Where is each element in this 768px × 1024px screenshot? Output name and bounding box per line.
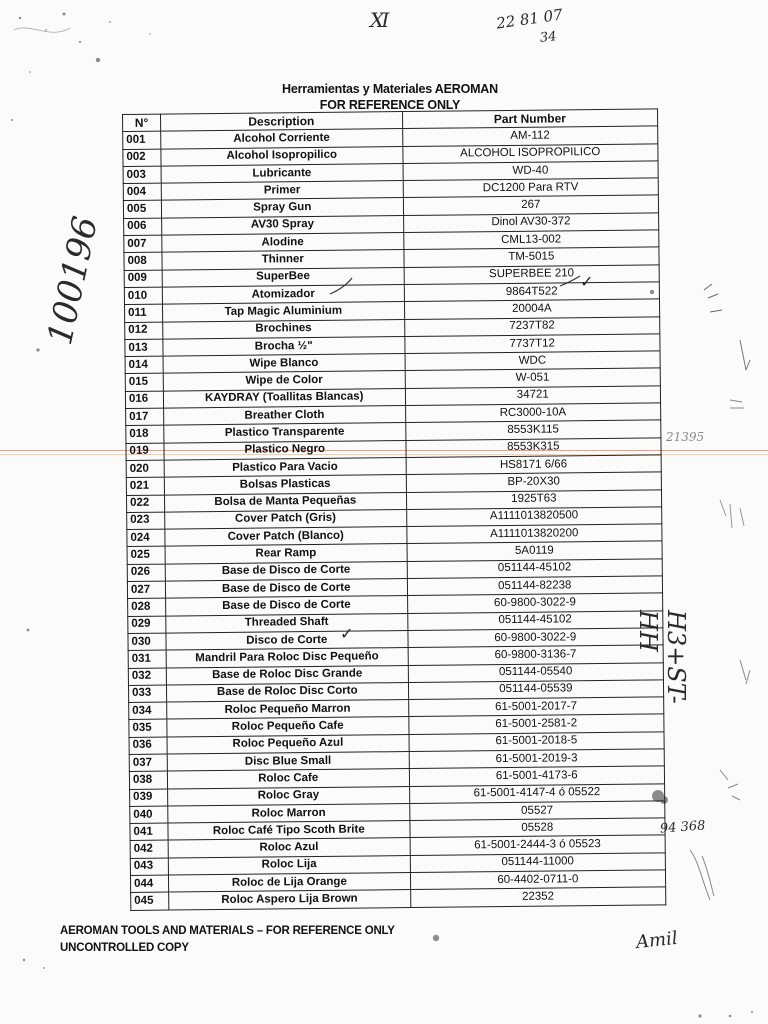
- cell-part-number: 61-5001-2019-3: [409, 749, 665, 769]
- cell-number: 013: [125, 339, 163, 357]
- cell-description: Alcohol Isopropilico: [161, 146, 403, 166]
- cell-number: 041: [130, 823, 168, 841]
- cell-number: 042: [130, 841, 168, 859]
- cell-description: Thinner: [162, 250, 404, 270]
- cell-description: Roloc Aspero Lija Brown: [169, 890, 411, 910]
- cell-number: 012: [125, 322, 163, 340]
- cell-description: Bolsa de Manta Pequeñas: [164, 492, 406, 512]
- cell-number: 018: [126, 425, 164, 443]
- cell-description: Cover Patch (Gris): [165, 509, 407, 529]
- cell-number: 021: [126, 477, 164, 495]
- handwritten-left-number: 100196: [40, 213, 107, 349]
- check-mark-icon: ✓: [580, 272, 594, 291]
- cell-description: Threaded Shaft: [166, 613, 408, 633]
- cell-number: 009: [124, 270, 162, 288]
- cell-description: Mandril Para Roloc Disc Pequeño: [166, 648, 408, 668]
- cell-number: 024: [127, 529, 165, 547]
- cell-description: Spray Gun: [161, 198, 403, 218]
- handwritten-date-sub: 34: [539, 29, 558, 46]
- cell-description: Base de Disco de Corte: [165, 561, 407, 581]
- cell-part-number: SUPERBEE 210: [404, 265, 660, 285]
- cell-description: Roloc Pequeño Cafe: [167, 717, 409, 737]
- cell-part-number: 61-5001-4173-6: [409, 766, 665, 786]
- cell-part-number: ALCOHOL ISOPROPILICO: [402, 143, 658, 163]
- cell-description: Wipe Blanco: [163, 354, 405, 374]
- cell-description: Atomizador: [162, 285, 404, 305]
- cell-part-number: WDC: [405, 351, 661, 371]
- cell-description: Disc Blue Small: [167, 752, 409, 772]
- cell-part-number: 60-9800-3022-9: [408, 628, 664, 648]
- cell-description: Alodine: [162, 233, 404, 253]
- cell-number: 004: [123, 183, 161, 201]
- cell-number: 036: [129, 737, 167, 755]
- cell-number: 023: [127, 512, 165, 530]
- cell-part-number: 60-4402-0711-0: [410, 870, 666, 890]
- cell-part-number: CML13-002: [403, 230, 659, 250]
- handwritten-signature: Amil: [635, 927, 679, 954]
- cell-part-number: 1925T63: [406, 489, 662, 509]
- cell-number: 011: [124, 304, 162, 322]
- cell-part-number: 61-5001-2444-3 ó 05523: [410, 835, 666, 855]
- cell-number: 030: [128, 633, 166, 651]
- handwritten-right-scrawl: 94 368: [659, 818, 706, 837]
- cell-number: 037: [129, 754, 167, 772]
- cell-part-number: 051144-82238: [407, 576, 663, 596]
- cell-part-number: 61-5001-2017-7: [408, 697, 664, 717]
- cell-part-number: 60-9800-3022-9: [407, 593, 663, 613]
- cell-number: 014: [125, 356, 163, 374]
- cell-part-number: DC1200 Para RTV: [403, 178, 659, 198]
- document-subtitle: FOR REFERENCE ONLY: [319, 98, 461, 112]
- cell-description: Base de Roloc Disc Corto: [166, 682, 408, 702]
- cell-part-number: HS8171 6/66: [406, 455, 662, 475]
- cell-description: Base de Roloc Disc Grande: [166, 665, 408, 685]
- cell-number: 006: [124, 218, 162, 236]
- cell-number: 031: [128, 650, 166, 668]
- cell-number: 045: [131, 892, 169, 910]
- cell-part-number: 34721: [405, 386, 661, 406]
- cell-description: Roloc Azul: [168, 838, 410, 858]
- cell-description: AV30 Spray: [162, 215, 404, 235]
- cell-number: 010: [124, 287, 162, 305]
- cell-description: Breather Cloth: [164, 406, 406, 426]
- cell-description: Cover Patch (Blanco): [165, 527, 407, 547]
- cell-description: Lubricante: [161, 163, 403, 183]
- cell-number: 040: [130, 806, 168, 824]
- cell-part-number: WD-40: [403, 161, 659, 181]
- cell-number: 039: [130, 789, 168, 807]
- handwritten-mark-top: Ⅺ: [370, 8, 390, 32]
- cell-part-number: A1111013820200: [406, 524, 662, 544]
- footer-notice: AEROMAN TOOLS AND MATERIALS – FOR REFERENCE ONLY: [60, 925, 395, 937]
- cell-number: 038: [129, 771, 167, 789]
- cell-description: Roloc de Lija Orange: [168, 873, 410, 893]
- cell-number: 007: [124, 235, 162, 253]
- cell-number: 020: [126, 460, 164, 478]
- cell-part-number: 051144-05540: [408, 662, 664, 682]
- cell-description: Base de Disco de Corte: [165, 596, 407, 616]
- cell-part-number: 051144-05539: [408, 680, 664, 700]
- cell-part-number: AM-112: [402, 126, 658, 146]
- cell-part-number: 61-5001-4147-4 ó 05522: [409, 783, 665, 803]
- cell-part-number: 8553K115: [405, 420, 661, 440]
- cell-description: Base de Disco de Corte: [165, 579, 407, 599]
- cell-number: 025: [127, 546, 165, 564]
- cell-description: Rear Ramp: [165, 544, 407, 564]
- cell-part-number: BP-20X30: [406, 472, 662, 492]
- cell-number: 035: [129, 719, 167, 737]
- cell-part-number: 051144-45102: [407, 610, 663, 630]
- cell-part-number: A1111013820500: [406, 507, 662, 527]
- parts-table-body: [123, 126, 666, 910]
- cell-number: 033: [128, 685, 166, 703]
- handwritten-right-code: H3+ST-HH: [634, 610, 690, 704]
- cell-number: 016: [125, 391, 163, 409]
- cell-part-number: 20004A: [404, 299, 660, 319]
- cell-description: Disco de Corte: [166, 630, 408, 650]
- cell-description: Primer: [161, 181, 403, 201]
- cell-description: Roloc Café Tipo Scoth Brite: [168, 821, 410, 841]
- cell-part-number: 61-5001-2018-5: [409, 732, 665, 752]
- cell-number: 026: [127, 564, 165, 582]
- cell-number: 022: [126, 495, 164, 513]
- footer-uncontrolled: UNCONTROLLED COPY: [60, 942, 189, 954]
- cell-description: Roloc Pequeño Azul: [167, 734, 409, 754]
- cell-part-number: 7737T12: [404, 334, 660, 354]
- cell-number: 044: [130, 875, 168, 893]
- column-header-part-number: Part Number: [402, 109, 658, 129]
- cell-description: Plastico Negro: [164, 440, 406, 460]
- parts-table: [122, 108, 666, 910]
- cell-part-number: W-051: [405, 368, 661, 388]
- cell-description: Tap Magic Aluminium: [162, 302, 404, 322]
- check-mark-icon: ✓: [340, 624, 354, 643]
- cell-part-number: 8553K315: [406, 438, 662, 458]
- cell-part-number: 5A0119: [407, 541, 663, 561]
- cell-part-number: 60-9800-3136-7: [408, 645, 664, 665]
- cell-description: KAYDRAY (Toallitas Blancas): [163, 388, 405, 408]
- cell-number: 003: [123, 166, 161, 184]
- cell-number: 019: [126, 443, 164, 461]
- cell-description: Roloc Marron: [168, 803, 410, 823]
- cell-part-number: 05527: [409, 801, 665, 821]
- cell-number: 015: [125, 374, 163, 392]
- cell-description: Plastico Para Vacio: [164, 457, 406, 477]
- handwritten-date: 22 81 07: [495, 5, 564, 33]
- cell-part-number: 61-5001-2581-2: [408, 714, 664, 734]
- cell-number: 028: [128, 598, 166, 616]
- cell-part-number: 051144-45102: [407, 559, 663, 579]
- cell-description: Brocha ½": [163, 336, 405, 356]
- column-header-description: Description: [160, 112, 402, 132]
- cell-part-number: 267: [403, 195, 659, 215]
- cell-description: Alcohol Corriente: [161, 129, 403, 149]
- cell-number: 034: [129, 702, 167, 720]
- cell-number: 001: [123, 131, 161, 149]
- cell-number: 008: [124, 252, 162, 270]
- cell-number: 029: [128, 616, 166, 634]
- handwritten-right-note: 21395: [666, 430, 705, 444]
- cell-description: Roloc Pequeño Marron: [167, 700, 409, 720]
- cell-part-number: 05528: [410, 818, 666, 838]
- cell-part-number: 9864T522: [404, 282, 660, 302]
- cell-description: SuperBee: [162, 267, 404, 287]
- cell-number: 002: [123, 149, 161, 167]
- cell-number: 043: [130, 858, 168, 876]
- cell-description: Bolsas Plasticas: [164, 475, 406, 495]
- cell-description: Wipe de Color: [163, 371, 405, 391]
- cell-part-number: TM-5015: [404, 247, 660, 267]
- cell-description: Brochines: [163, 319, 405, 339]
- cell-part-number: 051144-11000: [410, 853, 666, 873]
- cell-description: Roloc Gray: [167, 786, 409, 806]
- cell-number: 032: [128, 668, 166, 686]
- cell-description: Roloc Cafe: [167, 769, 409, 789]
- cell-part-number: 7237T82: [404, 316, 660, 336]
- cell-number: 017: [126, 408, 164, 426]
- cell-part-number: 22352: [410, 887, 666, 907]
- cell-part-number: RC3000-10A: [405, 403, 661, 423]
- cell-number: 005: [123, 201, 161, 219]
- cell-number: 027: [127, 581, 165, 599]
- document-title: Herramientas y Materiales AEROMAN: [282, 82, 498, 96]
- cell-description: Plastico Transparente: [164, 423, 406, 443]
- cell-description: Roloc Lija: [168, 855, 410, 875]
- column-header-number: N°: [123, 114, 161, 132]
- cell-part-number: Dinol AV30-372: [403, 213, 659, 233]
